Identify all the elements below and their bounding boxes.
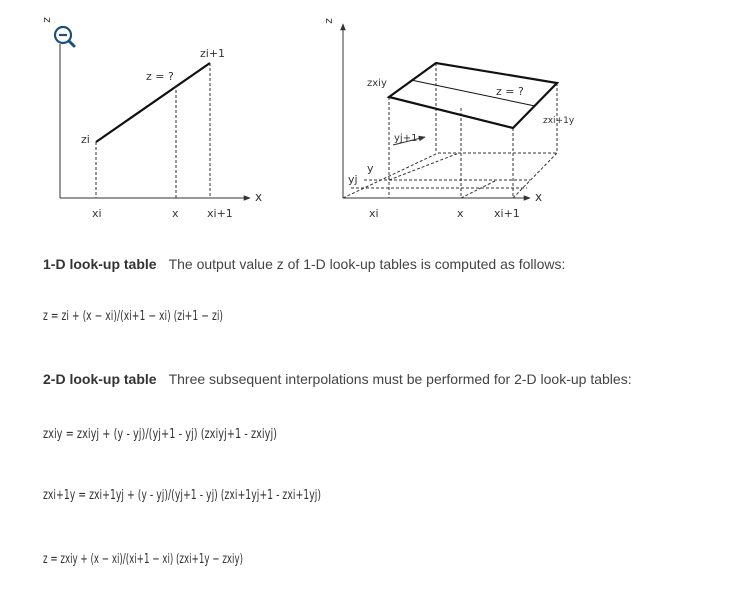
label-z-query-1d: z = ? (146, 70, 174, 83)
tick-x-1d: x (172, 207, 179, 220)
axis-z-label-2d: z (323, 18, 336, 24)
label-zxy: zxiy (367, 78, 387, 89)
formula-2d-2: zxi+1y = zxi+1yj + (y - yj)/(yj+1 - yj) (zxi+1yj+1 - zxi+1yj) (43, 488, 321, 503)
tick-x-2d: x (457, 207, 464, 220)
label-z-query-2d: z = ? (496, 85, 524, 98)
label-zxi1y: zxi+1y (543, 116, 575, 126)
tick-xi1-1d: xi+1 (207, 207, 233, 220)
formula-1d: z = zi + (x − xi)/(xi+1 − xi) (zi+1 − zi) (43, 309, 223, 324)
label-y: y (367, 162, 374, 175)
label-zi: zi (81, 133, 90, 146)
diagram-2d (323, 18, 575, 220)
axis-x-label-1d: x (255, 190, 263, 204)
section-1d-text: The output value z of 1-D look-up tables is computed as follows: (168, 256, 566, 272)
formula-2d-1: zxiy = zxiyj + (y - yj)/(yj+1 - yj) (zxiyj+1 - zxiyj) (43, 427, 277, 442)
section-2d-paragraph (43, 371, 632, 387)
zoom-out-icon[interactable] (55, 27, 74, 46)
label-yj: yj (348, 173, 358, 186)
section-1d-heading: 1-D look-up table (43, 256, 157, 272)
label-zi1: zi+1 (200, 47, 226, 60)
axis-x-label-2d: x (535, 190, 543, 204)
axis-z-label-1d: z (41, 17, 54, 23)
tick-xi-2d: xi (369, 207, 379, 220)
section-2d-heading: 2-D look-up table (43, 371, 157, 387)
tick-xi-1d: xi (92, 207, 102, 220)
formula-2d-3: z = zxiy + (x − xi)/(xi+1 − xi) (zxi+1y − zxiy) (43, 552, 243, 567)
section-1d-paragraph (43, 256, 565, 272)
section-2d-text: Three subsequent interpolations must be performed for 2-D look-up tables: (168, 371, 632, 387)
label-yj1: yj+1 (394, 133, 418, 144)
interpolation-surface (389, 63, 557, 128)
tick-xi1-2d: xi+1 (494, 207, 520, 220)
